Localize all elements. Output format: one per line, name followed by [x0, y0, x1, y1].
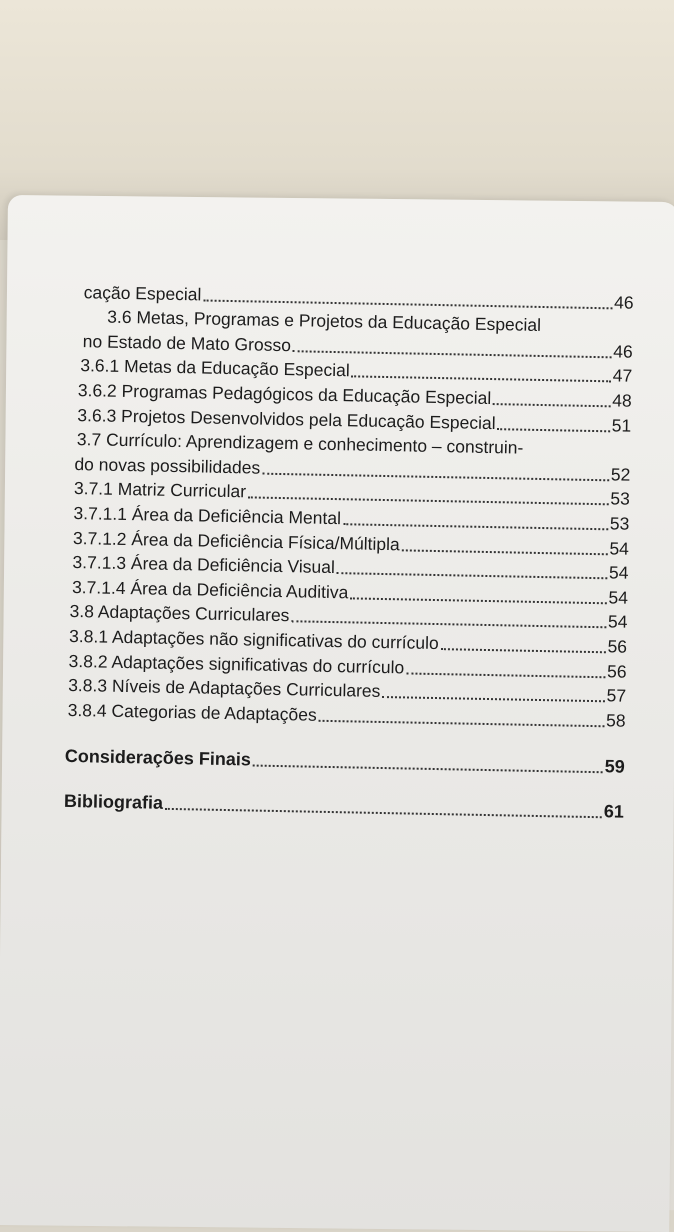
toc-entry-page-number: 46: [613, 291, 634, 313]
toc-entry-label: 3.6.2 Programas Pedagógicos da Educação Especial: [77, 380, 492, 408]
dot-leader: [441, 647, 606, 653]
toc-entry-page-number: 48: [612, 390, 632, 411]
toc-entry-page-number: 54: [609, 537, 630, 559]
toc-entry-label: 3.7.1.4 Área da Deficiência Auditiva: [71, 576, 349, 603]
toc-entry-page-number: 54: [608, 587, 629, 608]
dot-leader: [402, 548, 608, 555]
dot-leader: [350, 596, 606, 604]
toc-entry-label: do novas possibilidades: [74, 453, 261, 478]
toc-entry-page-number: 59: [604, 756, 625, 777]
toc-entry-label: cação Especial: [83, 281, 202, 305]
dot-leader: [319, 718, 604, 726]
toc-entry: [65, 743, 625, 778]
toc-entry-label: no Estado de Mato Grosso: [82, 330, 292, 355]
dot-leader: [253, 764, 603, 774]
dot-leader: [493, 402, 610, 407]
toc-entry-label: 3.7.1 Matriz Curricular: [73, 478, 247, 502]
dot-leader: [382, 695, 604, 702]
dot-leader: [406, 671, 605, 678]
toc-entry-page-number: 56: [607, 636, 628, 657]
toc-entry-page-number: 57: [606, 685, 627, 706]
toc-entry-label: 3.7.1.1 Área da Deficiência Mental: [73, 502, 342, 529]
toc-entry-label: 3.7.1.2 Área da Deficiência Física/Múltipla: [72, 527, 400, 554]
toc-entry-label: 3.7.1.3 Área da Deficiência Visual: [72, 552, 336, 578]
toc-entry-label: 3.6.3 Projetos Desenvolvidos pela Educação Especial: [77, 404, 496, 433]
table-of-contents: [64, 278, 634, 823]
toc-entry-label: 3.6 Metas, Programas e Projetos da Educação Especial: [107, 306, 542, 336]
toc-entry-page-number: 52: [610, 464, 631, 485]
toc-entry-label: 3.6.1 Metas da Educação Especial: [80, 355, 350, 381]
toc-entry-label: 3.8.3 Níveis de Adaptações Curriculares: [67, 675, 381, 702]
toc-entry-page-number: 46: [613, 341, 633, 362]
toc-entry-page-number: 61: [603, 801, 625, 822]
dot-leader: [497, 427, 609, 432]
toc-entry-page-number: 53: [609, 513, 630, 534]
toc-entry-page-number: 54: [608, 562, 629, 583]
toc-entry-label: Bibliografia: [63, 790, 164, 813]
toc-entry-label: 3.7 Currículo: Aprendizagem e conhecimento – construin-: [76, 429, 524, 458]
toc-entry-label: 3.8 Adaptações Curriculares: [69, 601, 290, 626]
toc-entry-page-number: 58: [605, 709, 626, 731]
toc-entry-page-number: 53: [610, 488, 631, 510]
toc-entry-label: 3.8.2 Adaptações significativas do currículo: [68, 650, 405, 677]
toc-entry-label: 3.8.1 Adaptações não significativas do currículo: [68, 625, 439, 653]
toc-entry-label: Considerações Finais: [64, 746, 252, 770]
toc-entry-page-number: 47: [612, 365, 633, 387]
toc-entry-page-number: 51: [611, 414, 632, 436]
toc-entry-page-number: 54: [607, 611, 628, 632]
toc-entry-page-number: 56: [606, 660, 627, 682]
toc-entry-label: 3.8.4 Categorias de Adaptações: [67, 699, 317, 725]
